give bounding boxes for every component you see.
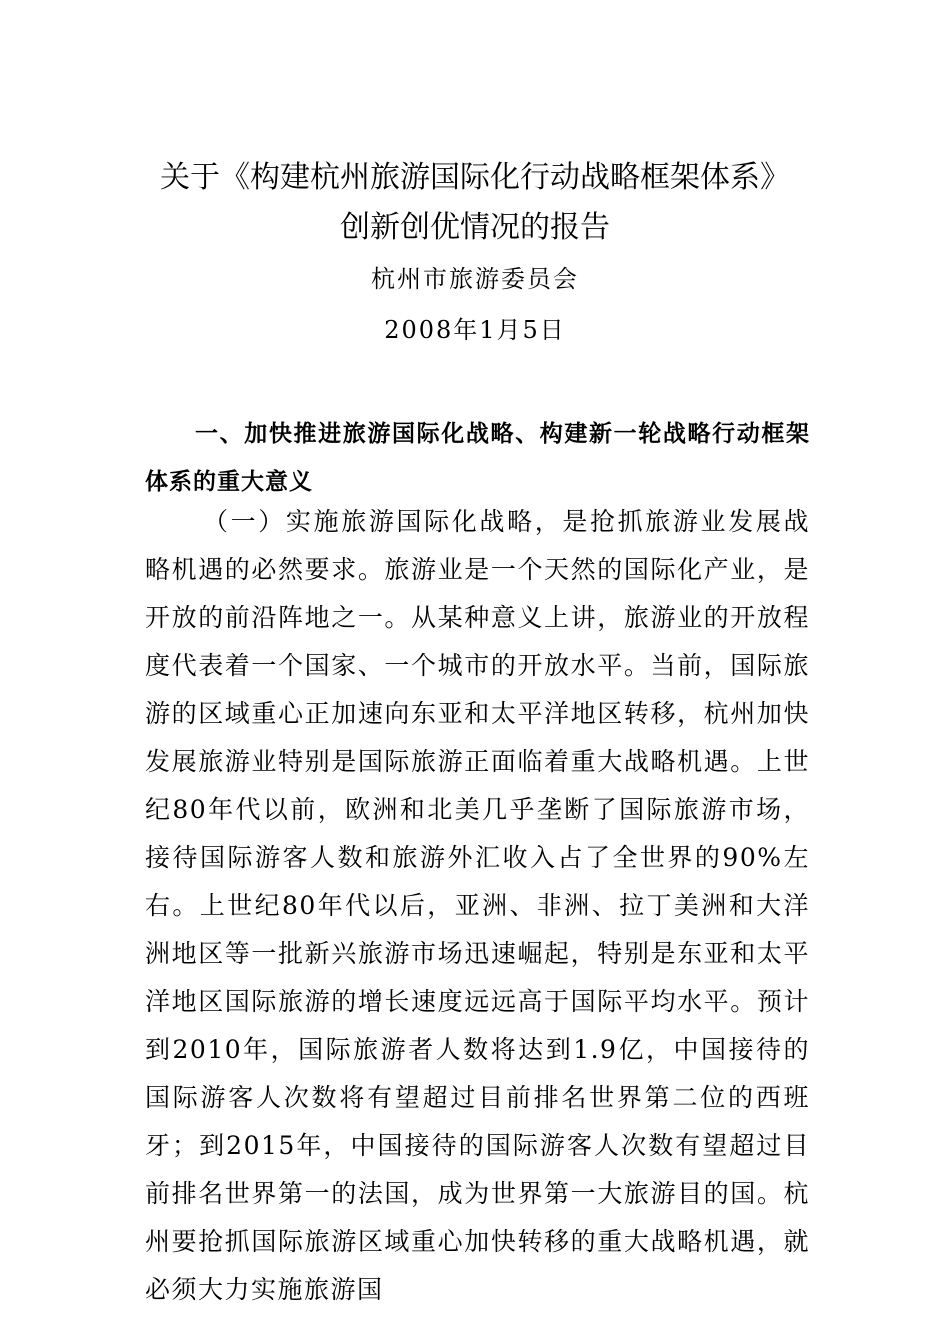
issuing-organization: 杭州市旅游委员会 (371, 265, 579, 293)
report-title-line-1: 关于《构建杭州旅游国际化行动战略框架体系》 (160, 160, 790, 195)
report-date: 2008年1月5日 (384, 316, 566, 344)
section-heading: 一、加快推进旅游国际化战略、构建新一轮战略行动框架体系的重大意义 (145, 421, 810, 495)
report-title-line-2: 创新创优情况的报告 (340, 210, 610, 245)
body-paragraph: （一）实施旅游国际化战略，是抢抓旅游业发展战略机遇的必然要求。旅游业是一个天然的国际化产业，是开放的前沿阵地之一。从某种意义上讲，旅游业的开放程度代表着一个国家、一个城市的开放水平。当前，国际旅游的区域重心正加速向东亚和太平洋地区转移，杭州加快发展旅游业特别是国际旅游正面临着重大战略机遇。上世纪80年代以前，欧洲和北美几乎垄断了国际旅游市场，接待国际游客人数和旅游外汇收入占了全世界的90%左右。上世纪80年代以后，亚洲、非洲、拉丁美洲和大洋洲地区等一批新兴旅游市场迅速崛起，特别是东亚和太平洋地区国际旅游的增长速度远远高于国际平均水平。预计到2010年，国际旅游者人数将达到1.9亿，中国接待的国际游客人次数将有望超过目前排名世界第二位的西班牙；到2015年，中国接待的国际游客人次数有望超过目前排名世界第一的法国，成为世界第一大旅游目的国。杭州要抢抓国际旅游区域重心加快转移的重大战略机遇，就必须大力实施旅游国 (145, 507, 810, 1304)
